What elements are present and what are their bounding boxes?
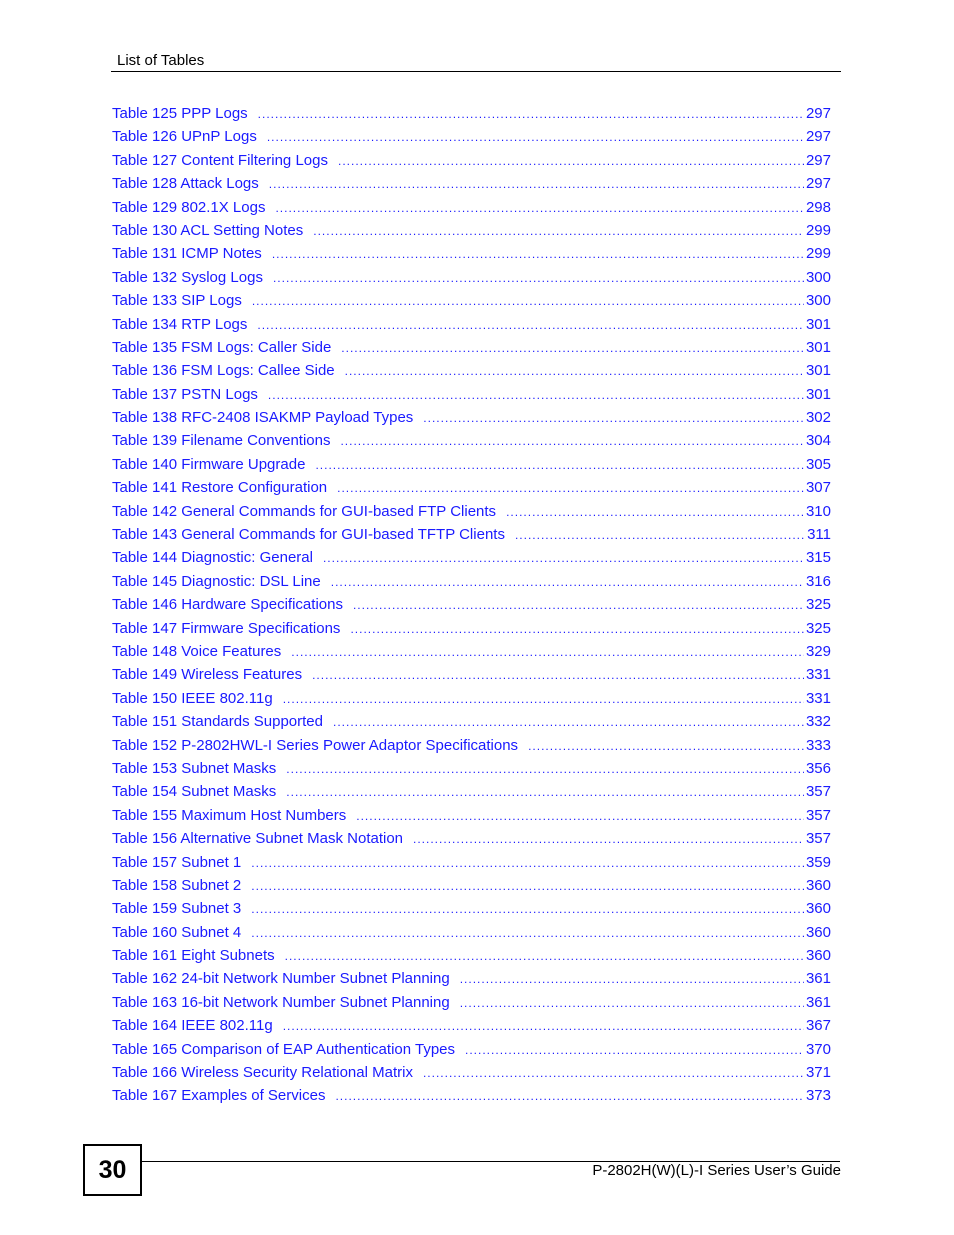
- toc-entry[interactable]: [112, 152, 831, 175]
- dot-leader: [460, 972, 804, 986]
- toc-entry-page-link[interactable]: 305: [805, 455, 831, 473]
- toc-entry[interactable]: [112, 620, 831, 643]
- toc-entry-page-link[interactable]: 357: [805, 806, 831, 824]
- toc-entry-page-link[interactable]: 370: [805, 1040, 831, 1058]
- dot-leader: [258, 107, 804, 121]
- toc-entry-title-link[interactable]: Table 147 Firmware Specifications: [112, 619, 341, 637]
- toc-entry[interactable]: [112, 503, 831, 526]
- dot-leader: [275, 201, 804, 215]
- toc-entry-title-link[interactable]: Table 126 UPnP Logs: [112, 128, 257, 146]
- dot-leader: [313, 224, 804, 238]
- toc-entry-page-link[interactable]: 357: [805, 830, 831, 848]
- dot-leader: [252, 294, 804, 308]
- toc-entry-title-link[interactable]: Table 156 Alternative Subnet Mask Notation: [112, 830, 404, 848]
- toc-entry-title-link[interactable]: Table 160 Subnet 4: [112, 923, 242, 941]
- dot-leader: [335, 1089, 804, 1103]
- toc-entry-page-link[interactable]: 361: [805, 993, 831, 1011]
- toc-entry-page-link[interactable]: 359: [805, 853, 831, 871]
- toc-entry[interactable]: [112, 409, 831, 432]
- dot-leader: [283, 692, 804, 706]
- dot-leader: [350, 622, 804, 636]
- toc-entry-title-link[interactable]: Table 159 Subnet 3: [112, 900, 242, 918]
- dot-leader: [323, 551, 804, 565]
- toc-entry[interactable]: [112, 947, 831, 970]
- dot-leader: [345, 364, 804, 378]
- toc-entry[interactable]: [112, 737, 831, 760]
- toc-entry-title-link[interactable]: Table 146 Hardware Specifications: [112, 596, 343, 614]
- toc-entry[interactable]: [112, 596, 831, 619]
- toc-entry[interactable]: [112, 877, 831, 900]
- toc-entry-page-link[interactable]: 297: [805, 128, 831, 146]
- dot-leader: [353, 598, 804, 612]
- toc-entry-page-link[interactable]: 299: [805, 221, 831, 239]
- toc-entry-page-link[interactable]: 304: [805, 432, 831, 450]
- toc-entry[interactable]: [112, 994, 831, 1017]
- toc-entry-title-link[interactable]: Table 167 Examples of Services: [112, 1087, 326, 1105]
- dot-leader: [465, 1043, 804, 1057]
- toc-entry-title-link[interactable]: Table 152 P-2802HWL-I Series Power Adaptor Specifications: [112, 736, 519, 754]
- toc-entry-page-link[interactable]: 373: [805, 1087, 831, 1105]
- toc-entry[interactable]: [112, 924, 831, 947]
- toc-entry-page-link[interactable]: 315: [805, 549, 831, 567]
- toc-entry-title-link[interactable]: Table 139 Filename Conventions: [112, 432, 331, 450]
- toc-entry[interactable]: [112, 316, 831, 339]
- toc-entry[interactable]: [112, 199, 831, 222]
- dot-leader: [312, 668, 804, 682]
- toc-entry-title-link[interactable]: Table 165 Comparison of EAP Authentication Types: [112, 1040, 456, 1058]
- toc-entry[interactable]: [112, 1041, 831, 1064]
- dot-leader: [273, 271, 804, 285]
- toc-entry-title-link[interactable]: Table 158 Subnet 2: [112, 876, 242, 894]
- toc-entry[interactable]: [112, 783, 831, 806]
- toc-entry-title-link[interactable]: Table 144 Diagnostic: General: [112, 549, 313, 567]
- toc-entry-title-link[interactable]: Table 133 SIP Logs: [112, 292, 242, 310]
- toc-entry[interactable]: [112, 807, 831, 830]
- toc-entry[interactable]: [112, 479, 831, 502]
- toc-entry-title-link[interactable]: Table 149 Wireless Features: [112, 666, 303, 684]
- toc-entry-page-link[interactable]: 316: [805, 572, 831, 590]
- dot-leader: [423, 411, 804, 425]
- toc-entry[interactable]: [112, 128, 831, 151]
- toc-entry-title-link[interactable]: Table 141 Restore Configuration: [112, 479, 328, 497]
- toc-entry-title-link[interactable]: Table 137 PSTN Logs: [112, 385, 258, 403]
- toc-entry-title-link[interactable]: Table 135 FSM Logs: Caller Side: [112, 338, 332, 356]
- toc-entry-page-link[interactable]: 297: [805, 151, 831, 169]
- dot-leader: [333, 715, 804, 729]
- toc-entry[interactable]: [112, 1064, 831, 1087]
- dot-leader: [506, 505, 804, 519]
- dot-leader: [528, 739, 804, 753]
- toc-entry-title-link[interactable]: Table 131 ICMP Notes: [112, 245, 262, 263]
- toc-entry-title-link[interactable]: Table 150 IEEE 802.11g: [112, 689, 273, 707]
- toc-entry-title-link[interactable]: Table 127 Content Filtering Logs: [112, 151, 328, 169]
- dot-leader: [269, 177, 804, 191]
- toc-entry-page-link[interactable]: 325: [805, 619, 831, 637]
- toc-entry[interactable]: [112, 666, 831, 689]
- toc-entry-page-link[interactable]: 361: [805, 970, 831, 988]
- dot-leader: [251, 926, 804, 940]
- toc-entry-page-link[interactable]: 300: [805, 268, 831, 286]
- toc-entry-page-link[interactable]: 360: [805, 947, 831, 965]
- page-number: 30: [83, 1144, 142, 1196]
- toc-entry[interactable]: [112, 432, 831, 455]
- toc-entry-page-link[interactable]: 367: [805, 1017, 831, 1035]
- toc-entry-page-link[interactable]: 331: [805, 689, 831, 707]
- toc-entry-title-link[interactable]: Table 129 802.1X Logs: [112, 198, 266, 216]
- dot-leader: [272, 247, 804, 261]
- toc-entry-page-link[interactable]: 332: [805, 713, 831, 731]
- toc-entry-title-link[interactable]: Table 143 General Commands for GUI-based TFTP Clients: [112, 526, 505, 544]
- dot-leader: [286, 762, 804, 776]
- toc-entry-page-link[interactable]: 301: [805, 362, 831, 380]
- dot-leader: [257, 318, 804, 332]
- toc-entry-page-link[interactable]: 297: [805, 105, 831, 122]
- dot-leader: [338, 154, 804, 168]
- toc-entry-title-link[interactable]: Table 145 Diagnostic: DSL Line: [112, 572, 321, 590]
- toc-entry[interactable]: [112, 830, 831, 853]
- toc-entry-page-link[interactable]: 311: [807, 526, 831, 544]
- toc-entry[interactable]: [112, 105, 831, 128]
- toc-entry[interactable]: [112, 245, 831, 268]
- toc-entry-page-link[interactable]: 329: [805, 642, 831, 660]
- dot-leader: [315, 458, 804, 472]
- toc-entry-title-link[interactable]: Table 125 PPP Logs: [112, 105, 248, 122]
- toc-entry-title-link[interactable]: Table 130 ACL Setting Notes: [112, 221, 304, 239]
- running-header: List of Tables: [117, 52, 205, 69]
- dot-leader: [423, 1066, 804, 1080]
- dot-leader: [341, 341, 804, 355]
- toc-entry-page-link[interactable]: 307: [805, 479, 831, 497]
- toc-entry-page-link[interactable]: 297: [805, 175, 831, 193]
- toc-entry-title-link[interactable]: Table 155 Maximum Host Numbers: [112, 806, 347, 824]
- toc-entry-page-link[interactable]: 325: [805, 596, 831, 614]
- dot-leader: [291, 645, 804, 659]
- toc-entry[interactable]: [112, 573, 831, 596]
- toc-entry[interactable]: [112, 643, 831, 666]
- toc-entry[interactable]: [112, 456, 831, 479]
- toc-entry[interactable]: [112, 549, 831, 572]
- toc-entry-page-link[interactable]: 371: [805, 1064, 831, 1082]
- toc-entry-title-link[interactable]: Table 151 Standards Supported: [112, 713, 323, 731]
- dot-leader: [251, 902, 804, 916]
- toc-entry[interactable]: [112, 175, 831, 198]
- dot-leader: [337, 481, 804, 495]
- toc-entry-title-link[interactable]: Table 153 Subnet Masks: [112, 759, 277, 777]
- toc-entry-title-link[interactable]: Table 134 RTP Logs: [112, 315, 248, 333]
- toc-entry-page-link[interactable]: 301: [805, 385, 831, 403]
- list-of-tables: [112, 105, 831, 1111]
- toc-entry[interactable]: [112, 1087, 831, 1110]
- dot-leader: [268, 388, 804, 402]
- dot-leader: [286, 785, 804, 799]
- guide-title: P-2802H(W)(L)-I Series User’s Guide: [592, 1162, 841, 1179]
- toc-entry[interactable]: [112, 222, 831, 245]
- toc-entry-title-link[interactable]: Table 164 IEEE 802.11g: [112, 1017, 273, 1035]
- toc-entry[interactable]: [112, 269, 831, 292]
- toc-entry-title-link[interactable]: Table 157 Subnet 1: [112, 853, 242, 871]
- toc-entry-page-link[interactable]: 356: [805, 759, 831, 777]
- toc-entry-page-link[interactable]: 301: [805, 338, 831, 356]
- toc-entry-page-link[interactable]: 360: [805, 876, 831, 894]
- toc-entry-page-link[interactable]: 299: [805, 245, 831, 263]
- toc-entry-title-link[interactable]: Table 128 Attack Logs: [112, 175, 259, 193]
- toc-entry-page-link[interactable]: 333: [805, 736, 831, 754]
- dot-leader: [267, 130, 804, 144]
- dot-leader: [413, 832, 804, 846]
- toc-entry[interactable]: [112, 386, 831, 409]
- toc-entry-title-link[interactable]: Table 132 Syslog Logs: [112, 268, 263, 286]
- dot-leader: [285, 949, 804, 963]
- toc-entry-page-link[interactable]: 298: [805, 198, 831, 216]
- toc-entry[interactable]: [112, 1017, 831, 1040]
- dot-leader: [356, 809, 804, 823]
- dot-leader: [515, 528, 805, 542]
- toc-entry[interactable]: [112, 362, 831, 385]
- toc-entry[interactable]: [112, 854, 831, 877]
- toc-entry-page-link[interactable]: 302: [805, 409, 831, 427]
- toc-entry-page-link[interactable]: 301: [805, 315, 831, 333]
- dot-leader: [283, 1019, 804, 1033]
- toc-entry-title-link[interactable]: Table 140 Firmware Upgrade: [112, 455, 306, 473]
- header-rule: [111, 71, 841, 72]
- toc-entry-page-link[interactable]: 360: [805, 923, 831, 941]
- toc-entry[interactable]: [112, 970, 831, 993]
- toc-entry-page-link[interactable]: 357: [805, 783, 831, 801]
- dot-leader: [331, 575, 804, 589]
- toc-entry[interactable]: [112, 713, 831, 736]
- toc-entry-page-link[interactable]: 331: [805, 666, 831, 684]
- dot-leader: [251, 856, 804, 870]
- toc-entry-page-link[interactable]: 300: [805, 292, 831, 310]
- toc-entry-title-link[interactable]: Table 148 Voice Features: [112, 642, 282, 660]
- toc-entry-title-link[interactable]: Table 138 RFC-2408 ISAKMP Payload Types: [112, 409, 414, 427]
- toc-entry[interactable]: [112, 292, 831, 315]
- toc-entry[interactable]: [112, 526, 831, 549]
- dot-leader: [251, 879, 804, 893]
- toc-entry[interactable]: [112, 339, 831, 362]
- toc-entry-title-link[interactable]: Table 154 Subnet Masks: [112, 783, 277, 801]
- dot-leader: [460, 996, 804, 1010]
- toc-entry[interactable]: [112, 900, 831, 923]
- toc-entry[interactable]: [112, 690, 831, 713]
- toc-entry-title-link[interactable]: Table 142 General Commands for GUI-based FTP Clients: [112, 502, 497, 520]
- toc-entry[interactable]: [112, 760, 831, 783]
- dot-leader: [340, 434, 804, 448]
- toc-entry-title-link[interactable]: Table 166 Wireless Security Relational Matrix: [112, 1064, 413, 1082]
- toc-entry-title-link[interactable]: Table 162 24-bit Network Number Subnet Planning: [112, 970, 450, 988]
- toc-entry-title-link[interactable]: Table 163 16-bit Network Number Subnet Planning: [112, 993, 450, 1011]
- toc-entry-page-link[interactable]: 360: [805, 900, 831, 918]
- toc-entry-title-link[interactable]: Table 136 FSM Logs: Callee Side: [112, 362, 335, 380]
- toc-entry-page-link[interactable]: 310: [805, 502, 831, 520]
- toc-entry-title-link[interactable]: Table 161 Eight Subnets: [112, 947, 275, 965]
